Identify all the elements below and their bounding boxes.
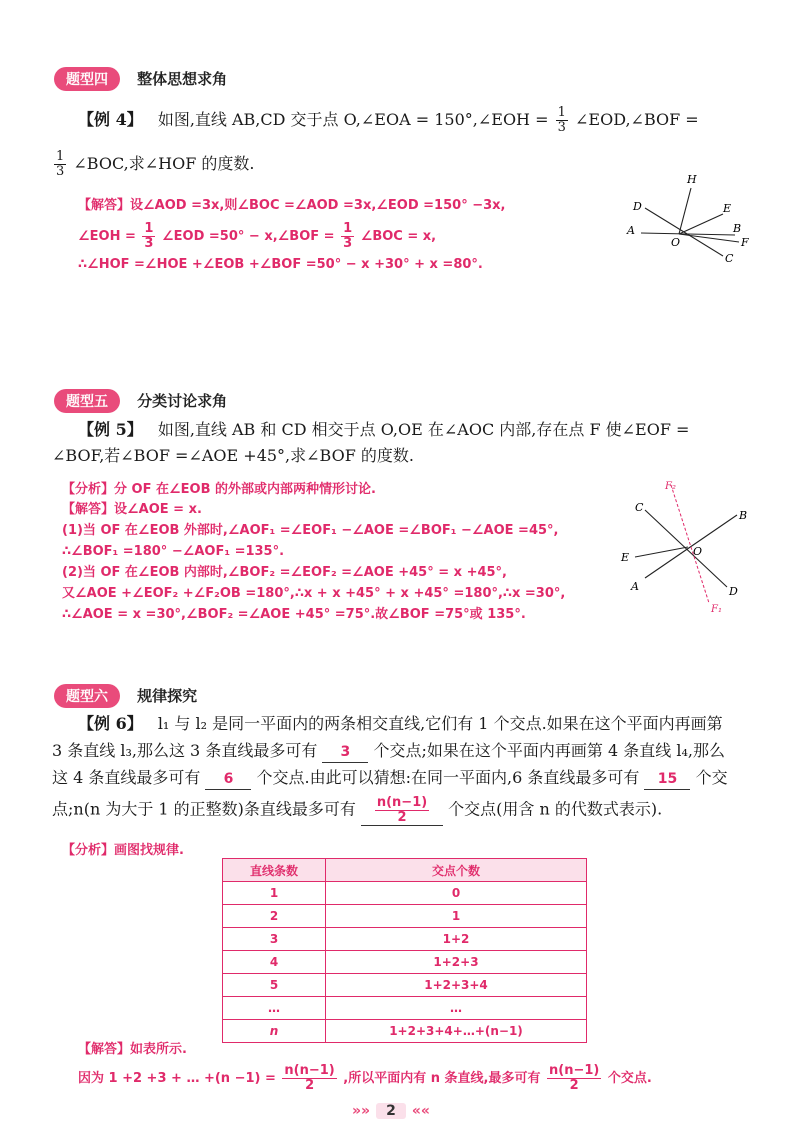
line-CD (645, 510, 727, 587)
ex5-question-line2: ∠BOF,若∠BOF =∠AOE +45°,求∠BOF 的度数. (52, 446, 414, 465)
label-F1: F₁ (711, 604, 722, 615)
ex6-answer-line2: 因为 1 +2 +3 + … +(n −1) = $\frac{n(n-1)}{2}$ ,所以平面内有 n 条直线,最多可有 $\frac{n(n-1)}{2}$ 个交点. (78, 1063, 652, 1093)
section-title: 规律探究 (137, 687, 198, 705)
pattern-table (222, 858, 587, 1043)
table-row: 1 0 (223, 882, 587, 905)
chevron-left-icon: «« (411, 1103, 430, 1119)
section-title: 分类讨论求角 (137, 392, 228, 410)
label-A: A (627, 224, 635, 237)
ex6-question-line3: 这 4 条直线最多可有 6 个交点.由此可以猜想:在同一平面内,6 条直线最多可有 15 个交 (52, 768, 728, 790)
table-row: 5 1+2+3+4 (223, 974, 587, 997)
ray-OE (679, 214, 723, 234)
table-header (223, 859, 587, 882)
ex5-figure (615, 475, 765, 620)
ex6-analysis: 【分析】画图找规律. (62, 843, 184, 858)
label-C: C (635, 501, 644, 514)
label-C: C (725, 252, 734, 265)
label-A: A (631, 580, 639, 593)
label-B: B (739, 509, 748, 522)
example-label: 【例 6】 (78, 714, 143, 733)
ex5-answer-line2: (1)当 OF 在∠EOB 外部时,∠AOF₁ =∠EOF₁ −∠AOE =∠BOF₁ −∠AOE =45°, (62, 523, 559, 538)
ray-OE (635, 547, 688, 557)
ex4-answer-line3: ∴∠HOF =∠HOE +∠EOB +∠BOF =50° − x +30° + x =80°. (78, 257, 483, 272)
label-D: D (633, 200, 642, 213)
ex5-question-line1: 【例 5】 如图,直线 AB 和 CD 相交于点 O,OE 在∠AOC 内部,存在点 F 使∠EOF = (78, 420, 690, 439)
table-row: 4 1+2+3 (223, 951, 587, 974)
chevron-right-icon: »» (352, 1103, 371, 1119)
label-F: F (741, 236, 749, 249)
label-E: E (723, 202, 732, 215)
table-row: 2 1 (223, 905, 587, 928)
example-label: 【例 4】 (78, 110, 143, 129)
label-E: E (621, 551, 630, 564)
section-header-5 (54, 389, 227, 413)
ex5-answer-line4: (2)当 OF 在∠EOB 内部时,∠BOF₂ =∠EOF₂ =∠AOE +45° = x +45°, (62, 565, 507, 580)
label-F2: F₂ (665, 481, 676, 492)
ex5-answer-line6: ∴∠AOE = x =30°,∠BOF₂ =∠AOE +45° =75°.故∠BOF =75°或 135°. (62, 607, 526, 622)
ex4-answer-line2: ∠EOH = $\frac{1}{3}$ ∠EOD =50° − x,∠BOF = $\frac{1}{3}$ ∠BOC = x, (78, 221, 437, 251)
fraction: $\frac{1}{3}$ (56, 149, 65, 179)
header-cell: 交点个数 (326, 859, 587, 882)
section-header-6 (54, 684, 197, 708)
ex6-question-line1: 【例 6】 l₁ 与 l₂ 是同一平面内的两条相交直线,它们有 1 个交点.如果在这个平面内再画第 (78, 714, 723, 733)
ex4-question-line1: 【例 4】 如图,直线 AB,CD 交于点 O,∠EOA = 150°,∠EOH = $\frac{1}{3}$ ∠EOD,∠BOF = (78, 105, 699, 135)
line-AB (645, 515, 737, 578)
label-B: B (733, 222, 742, 235)
section-tag: 题型五 (54, 389, 120, 413)
ex5-answer-line3: ∴∠BOF₁ =180° −∠AOF₁ =135°. (62, 544, 285, 559)
label-O: O (693, 545, 703, 558)
ray-OH (679, 188, 691, 234)
section-header-4 (54, 67, 227, 91)
table-row: 3 1+2 (223, 928, 587, 951)
header-cell: 直线条数 (223, 859, 326, 882)
label-O: O (671, 236, 681, 249)
answer-blank: 3 (322, 742, 368, 763)
page-number: 2 (376, 1103, 406, 1119)
answer-blank: 15 (644, 769, 690, 790)
ex4-question-line2: $\frac{1}{3}$ ∠BOC,求∠HOF 的度数. (56, 149, 255, 179)
example-label: 【例 5】 (78, 420, 143, 439)
ex5-analysis: 【分析】分 OF 在∠EOB 的外部或内部两种情形讨论. (62, 482, 376, 497)
label-D: D (729, 585, 738, 598)
line-F2F1 (671, 485, 709, 603)
ex6-answer-line1: 【解答】如表所示. (78, 1042, 187, 1057)
answer-blank: $\frac{n(n-1)}{2}$ (361, 796, 443, 826)
ex6-question-line2: 3 条直线 l₃,那么这 3 条直线最多可有 3 个交点;如果在这个平面内再画第 4 条直线 l₄,那么 (52, 741, 725, 763)
ex4-answer-line1: 【解答】设∠AOD =3x,则∠BOC =∠AOD =3x,∠EOD =150° −3x, (78, 198, 506, 213)
section-tag: 题型六 (54, 684, 120, 708)
page-number-bar (352, 1103, 430, 1119)
ex5-answer-line5: 又∠AOE +∠EOF₂ +∠F₂OB =180°,∴x + x +45° + x +45° =180°,∴x =30°, (62, 586, 566, 601)
answer-blank: 6 (205, 769, 251, 790)
table-row: n 1+2+3+4+…+(n−1) (223, 1020, 587, 1043)
section-title: 整体思想求角 (137, 70, 228, 88)
label-H: H (687, 173, 697, 186)
fraction: $\frac{1}{3}$ (557, 105, 566, 135)
ex6-question-line4: 点;n(n 为大于 1 的正整数)条直线最多可有 $\frac{n(n-1)}{2}$ 个交点(用含 n 的代数式表示). (52, 795, 663, 825)
table-row: … … (223, 997, 587, 1020)
ex5-answer-line1: 【解答】设∠AOE = x. (62, 502, 202, 517)
ex4-figure (615, 168, 765, 268)
section-tag: 题型四 (54, 67, 120, 91)
